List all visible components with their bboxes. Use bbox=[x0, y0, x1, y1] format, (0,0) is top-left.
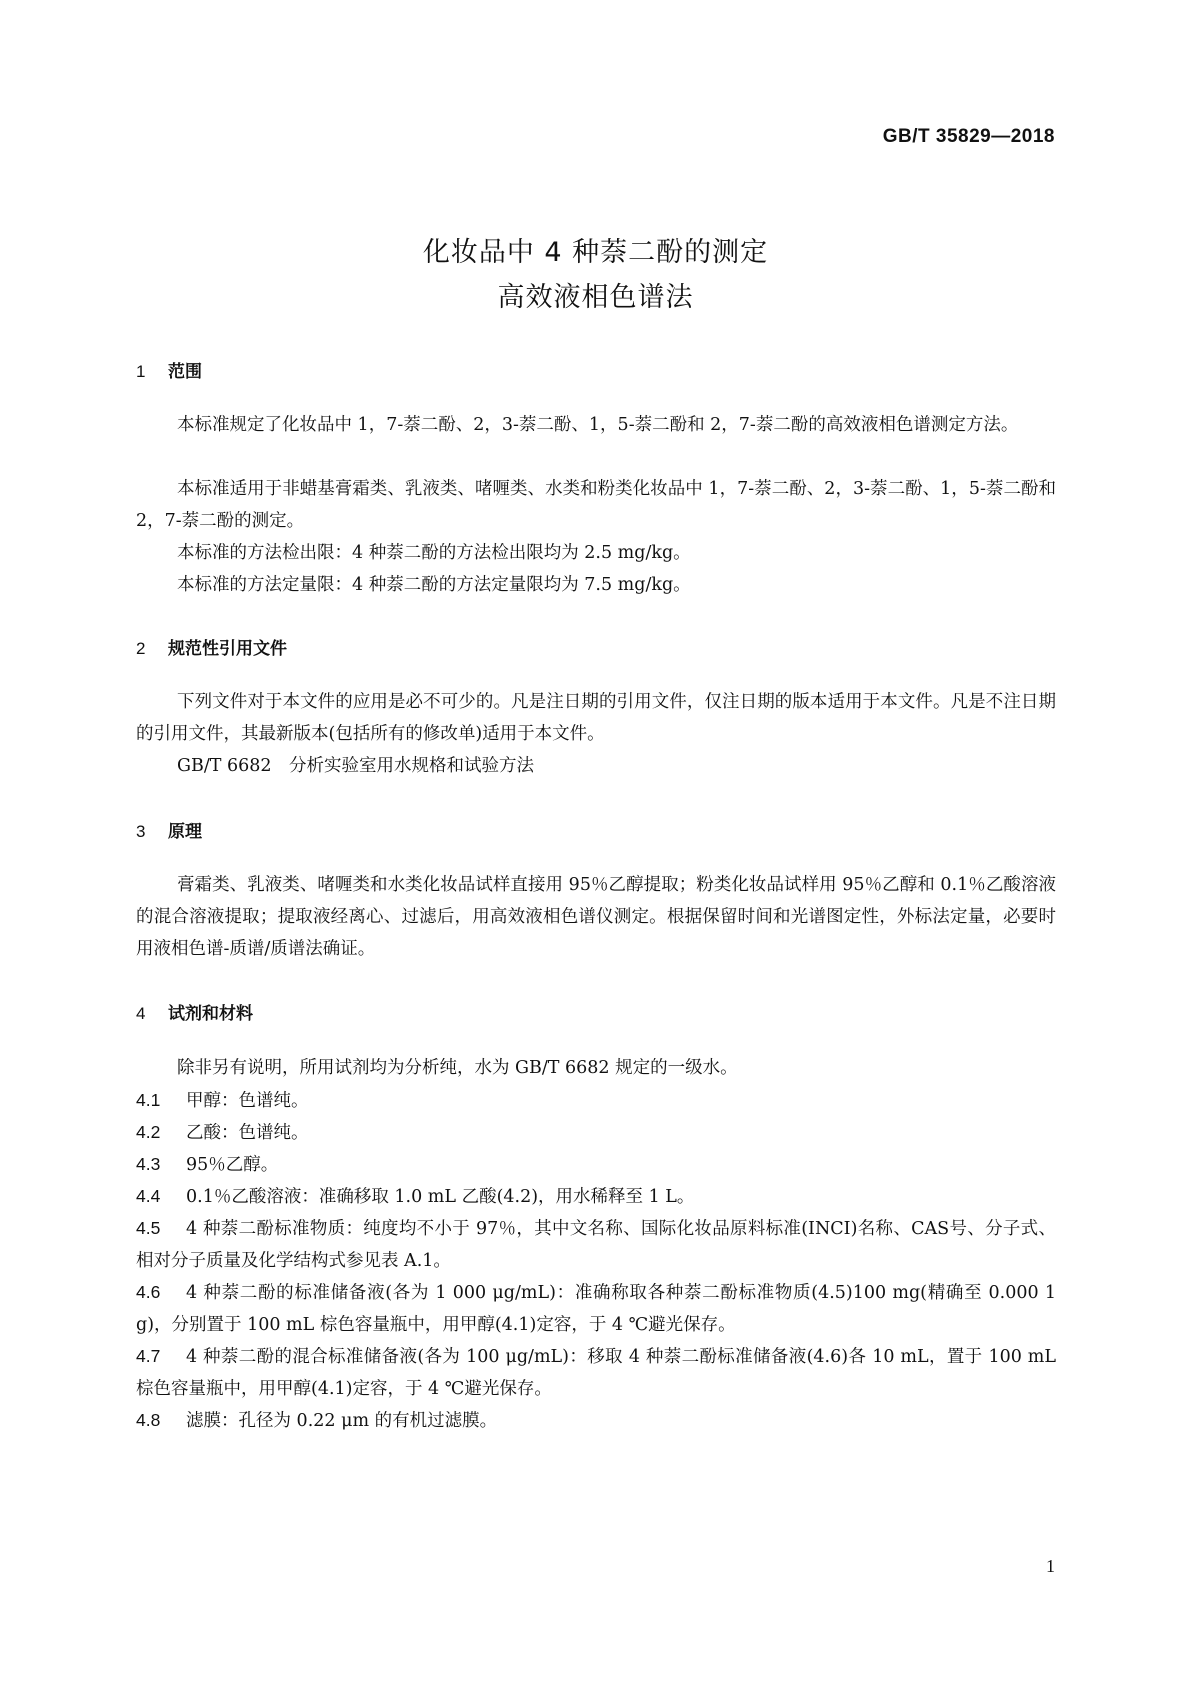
clause-text: 4 种萘二酚标准物质：纯度均不小于 97％，其中文名称、国际化妆品原料标准(INCI)名称、CAS号、分子式、相对分子质量及化学结构式参见表 A.1。 bbox=[136, 1219, 1056, 1271]
clause-4-6 bbox=[136, 1276, 1056, 1341]
clause-number: 4.5 bbox=[136, 1218, 161, 1238]
clause-4-3 bbox=[136, 1148, 1056, 1181]
clause-4-4 bbox=[136, 1180, 1056, 1213]
standard-number: GB/T 35829—2018 bbox=[882, 126, 1055, 147]
clause-4-2 bbox=[136, 1116, 1056, 1149]
clause-number: 4.8 bbox=[136, 1410, 161, 1430]
clause-4-7 bbox=[136, 1340, 1056, 1405]
clause-text: 4 种萘二酚的混合标准储备液(各为 100 μg/mL)：移取 4 种萘二酚标准储备液(4.6)各 10 mL，置于 100 mL 棕色容量瓶中，用甲醇(4.1)定容，于 4 ℃避光保存。 bbox=[136, 1347, 1056, 1399]
clause-text: 甲醇：色谱纯。 bbox=[186, 1091, 309, 1111]
clause-text: 滤膜：孔径为 0.22 μm 的有机过滤膜。 bbox=[186, 1411, 498, 1431]
section-2-heading bbox=[136, 634, 287, 659]
clause-number: 4.3 bbox=[136, 1154, 161, 1174]
section-4-heading bbox=[136, 999, 253, 1024]
clause-4-8 bbox=[136, 1404, 1056, 1437]
section-title: 原理 bbox=[168, 822, 202, 842]
clause-text: 0.1％乙酸溶液：准确移取 1.0 mL 乙酸(4.2)，用水稀释至 1 L。 bbox=[186, 1187, 695, 1207]
section-title: 试剂和材料 bbox=[168, 1004, 253, 1024]
clause-number: 4.6 bbox=[136, 1282, 161, 1302]
document-title-line1: 化妆品中 4 种萘二酚的测定 bbox=[422, 237, 769, 268]
section-2-paragraph-1: 下列文件对于本文件的应用是必不可少的。凡是注日期的引用文件，仅注日期的版本适用于本文件。凡是不注日期的引用文件，其最新版本(包括所有的修改单)适用于本文件。 bbox=[136, 692, 1056, 744]
normative-reference-gbt-6682: GB/T 6682 分析实验室用水规格和试验方法 bbox=[177, 756, 535, 776]
section-number: 4 bbox=[136, 1004, 146, 1023]
section-1-heading bbox=[136, 357, 202, 382]
section-4-intro: 除非另有说明，所用试剂均为分析纯，水为 GB/T 6682 规定的一级水。 bbox=[177, 1058, 738, 1078]
clause-4-5 bbox=[136, 1212, 1056, 1277]
section-1-paragraph-1: 本标准规定了化妆品中 1，7-萘二酚、2，3-萘二酚、1，5-萘二酚和 2，7-萘二酚的高效液相色谱测定方法。 bbox=[177, 415, 1019, 435]
section-3-paragraph-1: 膏霜类、乳液类、啫喱类和水类化妆品试样直接用 95％乙醇提取；粉类化妆品试样用 95％乙醇和 0.1％乙酸溶液的混合溶液提取；提取液经离心、过滤后，用高效液相色谱仪测定。根据保留时间和光谱图定性，外标法定量，必要时用液相色谱-质谱/质谱法确证。 bbox=[136, 875, 1056, 959]
clause-4-1 bbox=[136, 1084, 1056, 1117]
document-title-line2: 高效液相色谱法 bbox=[497, 282, 694, 313]
clause-text: 乙酸：色谱纯。 bbox=[186, 1123, 309, 1143]
section-3-heading bbox=[136, 817, 202, 842]
section-title: 范围 bbox=[168, 362, 202, 382]
page-number: 1 bbox=[1046, 1556, 1055, 1576]
section-title: 规范性引用文件 bbox=[168, 639, 287, 659]
section-1-paragraph-4: 本标准的方法定量限：4 种萘二酚的方法定量限均为 7.5 mg/kg。 bbox=[177, 575, 691, 595]
clause-text: 4 种萘二酚的标准储备液(各为 1 000 μg/mL)：准确称取各种萘二酚标准物质(4.5)100 mg(精确至 0.000 1 g)，分别置于 100 mL 棕色容量瓶中，用甲醇(4.1)定容，于 4 ℃避光保存。 bbox=[136, 1283, 1056, 1335]
section-1-paragraph-2: 本标准适用于非蜡基膏霜类、乳液类、啫喱类、水类和粉类化妆品中 1，7-萘二酚、2，3-萘二酚、1，5-萘二酚和 2，7-萘二酚的测定。 bbox=[136, 479, 1056, 531]
clause-number: 4.2 bbox=[136, 1122, 161, 1142]
section-number: 1 bbox=[136, 362, 146, 381]
clause-number: 4.1 bbox=[136, 1090, 161, 1110]
clause-number: 4.4 bbox=[136, 1186, 161, 1206]
section-number: 2 bbox=[136, 639, 146, 658]
clause-number: 4.7 bbox=[136, 1346, 161, 1366]
section-1-paragraph-3: 本标准的方法检出限：4 种萘二酚的方法检出限均为 2.5 mg/kg。 bbox=[177, 543, 691, 563]
clause-text: 95％乙醇。 bbox=[186, 1155, 279, 1175]
section-number: 3 bbox=[136, 822, 146, 841]
